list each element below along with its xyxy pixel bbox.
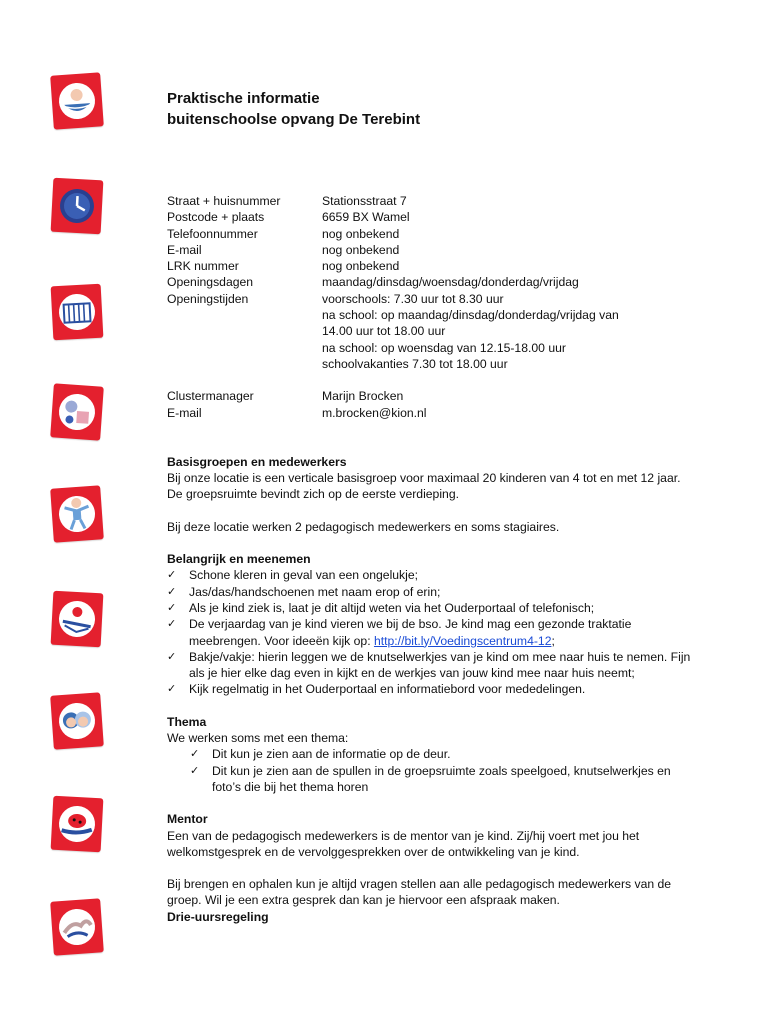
info-row (167, 274, 697, 290)
info-value: Marijn Brocken (322, 389, 404, 404)
paragraph: Bij deze locatie werken 2 pedagogisch medewerkers en soms stagiaires. (167, 519, 560, 534)
list-item-text: Jas/das/handschoenen met naam erop of erin; (189, 584, 441, 599)
list-item (167, 763, 697, 796)
info-row (167, 388, 697, 404)
children-faces-icon (50, 692, 104, 749)
info-value: nog onbekend (322, 259, 400, 274)
child-jumping-icon (50, 485, 104, 542)
info-table (167, 193, 697, 421)
info-value: nog onbekend (322, 226, 400, 241)
bug-icon (51, 796, 104, 853)
info-label: Telefoonnummer (167, 226, 258, 241)
list-item (167, 584, 697, 600)
info-row (167, 242, 697, 258)
list-item (167, 616, 697, 649)
info-label: E-mail (167, 405, 202, 420)
paragraph: Bij onze locatie is een verticale basisgroep voor maximaal 20 kinderen van 4 tot en met 12 jaar. De groepsruimte bevindt zich op de eerste verdieping. (167, 471, 681, 502)
list-item-text: Kijk regelmatig in het Ouderportaal en informatiebord voor mededelingen. (189, 682, 586, 697)
info-label: Openingsdagen (167, 275, 254, 290)
section-thema (167, 714, 697, 795)
info-label: Clustermanager (167, 389, 254, 404)
page-title (167, 88, 697, 130)
title-line-2: buitenschoolse opvang De Terebint (167, 111, 421, 128)
title-line-1: Praktische informatie (167, 90, 320, 107)
info-row (167, 291, 697, 372)
info-label: E-mail (167, 242, 202, 257)
paragraph: Bij brengen en ophalen kun je altijd vragen stellen aan alle pedagogisch medewerkers van de groep. Wil je een extra gesprek dan kan je hiervoor een afspraak maken. (167, 877, 672, 908)
section-heading: Thema (167, 714, 207, 729)
info-label: Openingstijden (167, 291, 249, 306)
list-item (167, 681, 697, 697)
list-item-text: Dit kun je zien aan de informatie op de deur. (212, 747, 451, 762)
paragraph: We werken soms met een thema: (167, 731, 349, 746)
list-item (167, 567, 697, 583)
list-item-text: Dit kun je zien aan de spullen in de groepsruimte zoals speelgoed, knutselwerkjes en foto’s die bij het thema horen (212, 763, 671, 794)
list-item-text: Schone kleren in geval van een ongelukje; (189, 568, 419, 583)
list-item (167, 746, 697, 762)
info-value: voorschools: 7.30 uur tot 8.30 uur na school: op maandag/dinsdag/donderdag/vrijdag van 14.00 uur tot 18.00 uur na school: op woensdag van 12.15-18.00 uur schoolvakanties 7.30 tot 18.00 uur (322, 291, 619, 371)
icon-column (0, 0, 120, 1024)
info-label: Straat + huisnummer (167, 194, 281, 208)
info-row (167, 405, 697, 421)
info-row (167, 258, 697, 274)
link-suffix: ; (551, 633, 555, 648)
section-belangrijk (167, 551, 697, 698)
paragraph: Een van de pedagogisch medewerkers is de mentor van je kind. Zij/hij voert met jou het welkomstgesprek en de vervolggesprekken over de ontwikkeling van je kind. (167, 828, 640, 859)
crib-icon (51, 284, 104, 341)
list-item (167, 649, 697, 682)
document-body (167, 88, 697, 925)
playground-icon (51, 591, 104, 648)
checklist (167, 746, 697, 795)
list-item-text: Als je kind ziek is, laat je dit altijd weten via het Ouderportaal of telefonisch; (189, 600, 595, 615)
toys-icon (50, 383, 104, 440)
checklist (167, 567, 697, 697)
section-mentor (167, 811, 697, 925)
info-value: 6659 BX Wamel (322, 210, 410, 225)
info-row (167, 226, 697, 242)
hands-icon (50, 898, 104, 955)
section-heading: Drie-uursregeling (167, 909, 269, 924)
section-heading: Belangrijk en meenemen (167, 552, 311, 567)
list-item (167, 600, 697, 616)
voedingscentrum-link[interactable]: http://bit.ly/Voedingscentrum4-12 (373, 633, 552, 648)
list-item-text: Bakje/vakje: hierin leggen we de knutselwerkjes van je kind om mee naar huis te nemen. Fijn als je hier elke dag even in kijkt en de werkjes van jouw kind mee naar huis neemt; (189, 649, 691, 681)
info-value: Stationsstraat 7 (322, 194, 407, 208)
info-value: maandag/dinsdag/woensdag/donderdag/vrijdag (322, 275, 579, 290)
section-heading: Mentor (167, 812, 208, 827)
info-value: m.brocken@kion.nl (322, 405, 427, 420)
info-row (167, 209, 697, 225)
clock-icon (51, 178, 104, 235)
list-item-text: De verjaardag van je kind vieren we bij de bso. Je kind mag een gezonde traktatie meebrengen. Voor ideeën kijk op: (189, 617, 632, 648)
info-label: LRK nummer (167, 259, 239, 274)
baby-bath-icon (50, 72, 104, 129)
section-basisgroepen (167, 454, 697, 535)
info-label: Postcode + plaats (167, 210, 265, 225)
info-row (167, 193, 697, 209)
section-heading: Basisgroepen en medewerkers (167, 454, 347, 469)
info-value: nog onbekend (322, 242, 400, 257)
